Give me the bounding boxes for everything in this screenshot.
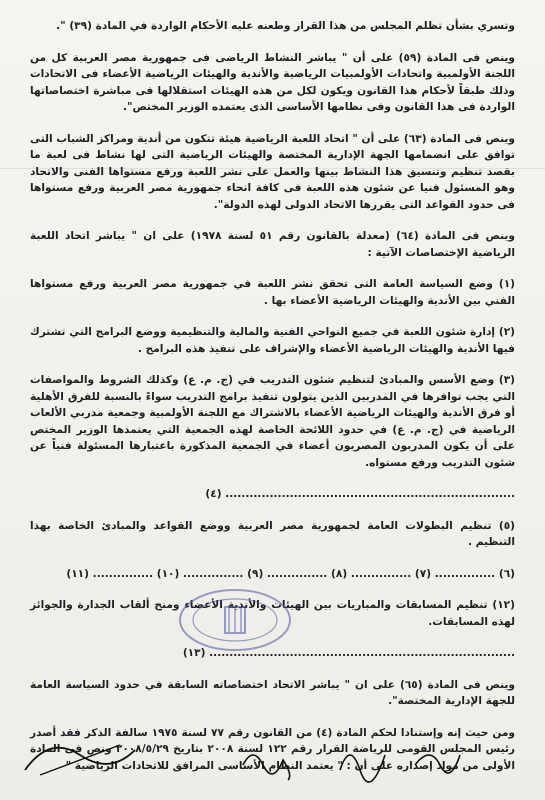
paragraph-article-64: وينص فى المادة (٦٤) (معدلة بالقانون رقم ٥١ لسنة ١٩٧٨) على ان " يباشر اتحاد اللعبة الرياضية الإختصاصات الآتية : xyxy=(30,230,515,259)
paragraph-decision-122: ومن حيث إنه وإستنادا لحكم المادة (٤) من القانون رقم ٧٧ لسنة ١٩٧٥ سالفة الذكر فقد أصدر رئيس المجلس القومى للرياضة القرار رقم ١٢٢ لسنة ٢٠٠٨ بتاريخ ٢٠٠٨/٥/٢٩ ونص فى المادة الأولى من مواد إصداره على أن : " يعتمد النظام الأساسى المرافق للاتحادات الرياضية " xyxy=(30,726,516,772)
fold-line xyxy=(0,168,545,169)
paragraph-article-65: وينص فى المادة (٦٥) على ان " يباشر الاتحاد اختصاصاته السابقة في حدود السياسة العامة للجهة الإدارية المختصة". xyxy=(30,678,516,707)
list-item-4-placeholder: ........................................................................ (٤) xyxy=(205,488,515,500)
list-item-5: (٥) تنظيم البطولات العامة لجمهورية مصر العربية ووضع القواعد والمبادئ الخاصة بهذا التنظيم . xyxy=(30,519,515,548)
list-item-2: (٢) إدارة شئون اللعبة في جميع النواحي الفنية والمالية والتنظيمية ووضع البرامج التي تشترك فيها الأندية والهيئات الرياضية الأعضاء والإشراف على تنفيذ هذه البرامج . xyxy=(30,326,515,355)
paragraph-article-63: وينص فى المادة (٦٣) على أن " اتحاد اللعبة الرياضية هيئة تتكون من أندية ومراكز الشباب التى توافق على انضمامها الجهة الإدارية المختصة والهيئات الرياضية التى لها نشاط فى لعبة ما بقصد تنظيم وتنسيق هذا النشاط بينها والعمل على نشر اللعبة ورفع مستواها الفنى والاتحاد وهو المسئول فنيا عن شئون هذه اللعبة فى كافة انحاء جمهورية مصر العربية ورفع مستواها فى حدود القواعد التى يقررها الاتحاد الدولى لهذه الدولة". xyxy=(30,132,515,211)
list-item-12: (١٢) تنظيم المسابقات والمباريات بين الهيئات والأندية الأعضاء ومنح ألقاب الجدارة والجوائز لهذه المسابقات. xyxy=(30,599,515,628)
list-item-1: (١) وضع السياسة العامة التى تحقق نشر اللعبة في جمهورية مصر العربية ورفع مستواها الفني بين الأندية والهيئات الرياضية الأعضاء بها . xyxy=(30,278,515,307)
list-item-13-placeholder: ............................................................................ (١٣) xyxy=(182,647,515,659)
paragraph-article-59: وينص فى المادة (٥٩) على أن " يباشر النشاط الرياضى فى جمهورية مصر العربية كل من اللجنة الأولمبية واتحادات الأولمبيات الرياضية والأندية والهيئات الرياضية الأعضاء فى الاتحادات وذلك طبقاً لأحكام هذا القانون ويكون لكل من هذه الهيئات استقلالها فى مباشرة اختصاصاتها الواردة فى هذا القانون وفى نظامها الأساسى الذى يعتمده الوزير المختص". xyxy=(30,51,515,113)
list-item-3: (٣) وضع الأسس والمبادئ لتنظيم شئون التدريب في (ج. م. ع) وكذلك الشروط والمواصفات التي يجب توافرها في المدربين الذين يتولون تنفيذ برامج التدريب سواءً بالنسبة للفرق الأهلية أو فرق الأندية والهيئات الرياضية الأعضاء بالاشتراك مع اللجنة الأولمبية وجمعية مدربي الألعاب الرياضية في (ج. م. ع) في حدود اللائحة الخاصة لهذه الجمعية التي يعتمدها الوزير المختص على أن يكون المدربون المصريون أعضاء في الجمعية المذكورة باعتبارها المسئولة فنياً عن شئون التدريب ورفع مستواه. xyxy=(30,374,515,469)
list-items-6-to-11-placeholder: (٦) ............... (٧) ............... (٨) ............... (٩) ............... (١٠) ............... (١١) xyxy=(66,567,515,580)
paragraph-article-39-reference: وتسري بشأن تظلم المجلس من هذا القرار وطعنه عليه الأحكام الواردة في المادة (٣٩) ". xyxy=(56,20,515,32)
